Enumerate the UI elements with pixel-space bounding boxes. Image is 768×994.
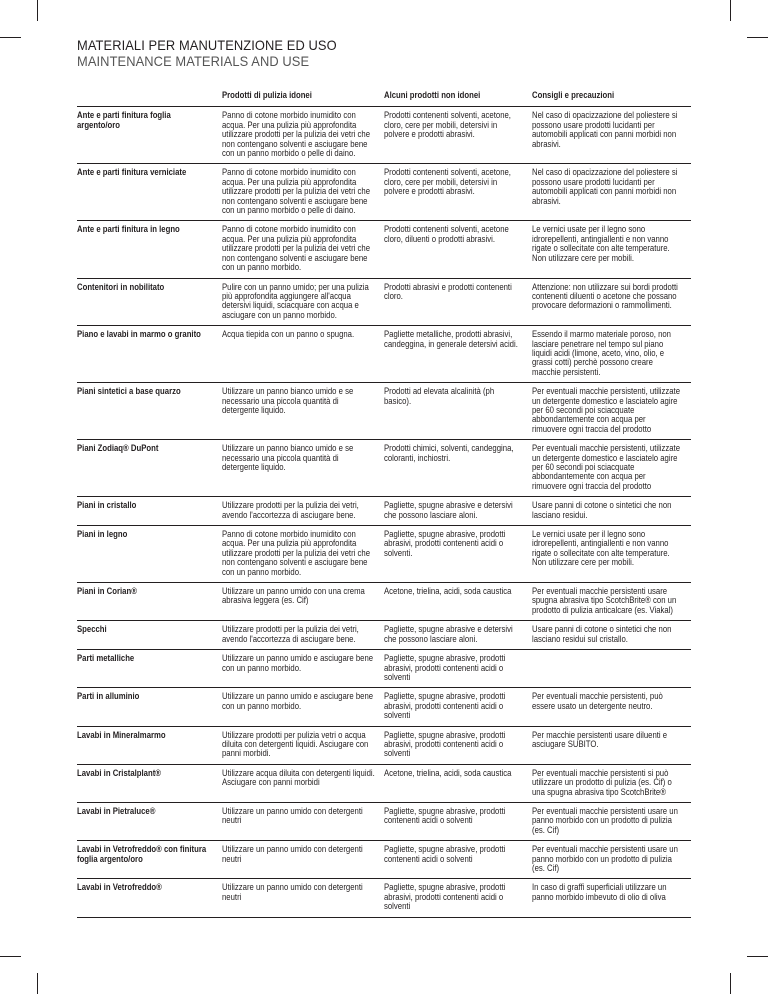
table-row	[77, 383, 691, 440]
table-cell: Pagliette, spugne abrasive, prodotti abrasivi, prodotti contenenti acidi o solventi	[384, 726, 532, 764]
row-header-cell: Specchi	[77, 621, 222, 650]
table-row	[77, 497, 691, 526]
table-cell: Per eventuali macchie persistenti usare un panno morbido con un prodotto di pulizia (es. Cif)	[532, 802, 691, 840]
maintenance-table	[77, 89, 691, 918]
row-header-cell: Piani sintetici a base quarzo	[77, 383, 222, 440]
table-cell: Per eventuali macchie persistenti si può utilizzare un prodotto di pulizia (es. Cif) o una spugna abrasiva tipo ScotchBrite®	[532, 764, 691, 802]
table-cell: Nel caso di opacizzazione del poliestere si possono usare prodotti lucidanti per automobili applicati con panni morbidi non abrasivi.	[532, 107, 691, 164]
row-header-cell: Parti in alluminio	[77, 688, 222, 726]
table-cell: Pagliette, spugne abrasive, prodotti abrasivi, prodotti contenenti acidi o solventi	[384, 879, 532, 917]
table-cell: Panno di cotone morbido inumidito con acqua. Per una pulizia più approfondita utilizzare prodotti per la pulizia dei vetri che non contengano solventi e asciugare bene con un panno morbido o pelle di daino.	[222, 164, 384, 221]
crop-mark	[747, 37, 768, 38]
crop-mark	[37, 973, 38, 994]
table-cell: Per macchie persistenti usare diluenti e asciugare SUBITO.	[532, 726, 691, 764]
table-cell: Nel caso di opacizzazione del poliestere si possono usare prodotti lucidanti per automobili applicati con panni morbidi non abrasivi.	[532, 164, 691, 221]
table-row	[77, 221, 691, 278]
table-cell: Pagliette, spugne abrasive, prodotti abrasivi, prodotti contenenti acidi o solventi	[384, 688, 532, 726]
table-cell: Essendo il marmo materiale poroso, non lasciare penetrare nel tempo sul piano liquidi acidi (limone, aceto, vino, olio, e grassi cotti) perchè possono creare macchie persistenti.	[532, 326, 691, 383]
table-cell: Per eventuali macchie persistenti usare un panno morbido con un prodotto di pulizia (es. Cif)	[532, 841, 691, 879]
table-cell: Utilizzare prodotti per la pulizia dei vetri, avendo l'accortezza di asciugare bene.	[222, 621, 384, 650]
table-row	[77, 879, 691, 917]
row-header-cell: Piani in cristallo	[77, 497, 222, 526]
row-header-cell: Lavabi in Vetrofreddo® con finitura foglia argento/oro	[77, 841, 222, 879]
table-row	[77, 764, 691, 802]
table-cell: Prodotti contenenti solventi, acetone cloro, diluenti o prodotti abrasivi.	[384, 221, 532, 278]
table-cell: Prodotti abrasivi e prodotti contenenti cloro.	[384, 278, 532, 326]
table-cell: Prodotti ad elevata alcalinità (ph basico).	[384, 383, 532, 440]
table-row	[77, 164, 691, 221]
page-subtitle: MAINTENANCE MATERIALS AND USE	[77, 53, 310, 69]
table-cell: Per eventuali macchie persistenti, utilizzate un detergente domestico e lasciatelo agire per 60 secondi poi sciacquate abbondantemente con acqua per rimuovere ogni traccia del prodotto	[532, 383, 691, 440]
column-header: Alcuni prodotti non idonei	[384, 89, 532, 107]
table-cell: Utilizzare prodotti per pulizia vetri o acqua diluita con detergenti liquidi. Asciugare con panni morbidi.	[222, 726, 384, 764]
row-header-cell: Piani in legno	[77, 526, 222, 583]
crop-mark	[0, 956, 21, 957]
column-header: Consigli e precauzioni	[532, 89, 691, 107]
table-cell: Panno di cotone morbido inumidito con acqua. Per una pulizia più approfondita utilizzare prodotti per la pulizia dei vetri che non contengano solventi e asciugare bene con un panno morbido.	[222, 526, 384, 583]
table-cell: Utilizzare un panno umido e asciugare bene con un panno morbido.	[222, 650, 384, 688]
table-cell: Prodotti chimici, solventi, candeggina, coloranti, inchiostri.	[384, 440, 532, 497]
table-row	[77, 802, 691, 840]
row-header-cell: Ante e parti finitura in legno	[77, 221, 222, 278]
crop-mark	[747, 956, 768, 957]
table-cell: Panno di cotone morbido inumidito con acqua. Per una pulizia più approfondita utilizzare prodotti per la pulizia dei vetri che non contengano solventi e asciugare bene con un panno morbido.	[222, 221, 384, 278]
column-header: Prodotti di pulizia idonei	[222, 89, 384, 107]
row-header-cell: Piano e lavabi in marmo o granito	[77, 326, 222, 383]
table-row	[77, 650, 691, 688]
row-header-cell: Lavabi in Vetrofreddo®	[77, 879, 222, 917]
table-cell: Le vernici usate per il legno sono idrorepellenti, antingiallenti e non vanno rigate o sollecitate con alte temperature. Non utilizzare cere per mobili.	[532, 221, 691, 278]
table-cell: Pagliette metalliche, prodotti abrasivi, candeggina, in generale detersivi acidi.	[384, 326, 532, 383]
row-header-cell: Lavabi in Cristalplant®	[77, 764, 222, 802]
table-cell: Pagliette, spugne abrasive, prodotti abrasivi, prodotti contenenti acidi o solventi	[384, 650, 532, 688]
table-row	[77, 621, 691, 650]
table-cell: Per eventuali macchie persistenti, utilizzate un detergente domestico e lasciatelo agire per 60 secondi poi sciacquate abbondantemente con acqua per rimuovere ogni traccia del prodotto	[532, 440, 691, 497]
table-row	[77, 583, 691, 621]
table-cell: Per eventuali macchie persistenti, può essere usato un detergente neutro.	[532, 688, 691, 726]
table-cell: Usare panni di cotone o sintetici che non lasciano residui.	[532, 497, 691, 526]
table-cell: Acetone, trielina, acidi, soda caustica	[384, 764, 532, 802]
table-row	[77, 326, 691, 383]
table-cell: Pagliette, spugne abrasive, prodotti abrasivi, prodotti contenenti acidi o solventi.	[384, 526, 532, 583]
table-cell: Utilizzare acqua diluita con detergenti liquidi. Asciugare con panni morbidi	[222, 764, 384, 802]
table-cell: Utilizzare un panno bianco umido e se necessario una piccola quantità di detergente liquido.	[222, 440, 384, 497]
crop-mark	[37, 0, 38, 21]
table-row	[77, 841, 691, 879]
table-cell: Usare panni di cotone o sintetici che non lasciano residui sul cristallo.	[532, 621, 691, 650]
table-cell: Utilizzare un panno umido con una crema abrasiva leggera (es. Cif)	[222, 583, 384, 621]
table-row	[77, 440, 691, 497]
row-header-cell: Piani in Corian®	[77, 583, 222, 621]
table-cell	[532, 650, 691, 688]
table-cell: Le vernici usate per il legno sono idrorepellenti, antingiallenti e non vanno rigate o sollecitate con alte temperature. Non utilizzare cere per mobili.	[532, 526, 691, 583]
table-row	[77, 526, 691, 583]
row-header-cell: Ante e parti finitura foglia argento/oro	[77, 107, 222, 164]
column-header	[77, 89, 222, 107]
table-cell: Utilizzare un panno umido con detergenti neutri	[222, 802, 384, 840]
table-cell: Pagliette, spugne abrasive, prodotti contenenti acidi o solventi	[384, 841, 532, 879]
table-cell: Attenzione: non utilizzare sui bordi prodotti contenenti diluenti o acetone che possano provocare deformazioni o rammollimenti.	[532, 278, 691, 326]
crop-mark	[730, 973, 731, 994]
row-header-cell: Lavabi in Pietraluce®	[77, 802, 222, 840]
crop-mark	[0, 37, 21, 38]
table-cell: In caso di graffi superficiali utilizzare un panno morbido imbevuto di olio di oliva	[532, 879, 691, 917]
row-header-cell: Piani Zodiaq® DuPont	[77, 440, 222, 497]
row-header-cell: Ante e parti finitura verniciate	[77, 164, 222, 221]
table-cell: Acqua tiepida con un panno o spugna.	[222, 326, 384, 383]
table-cell: Per eventuali macchie persistenti usare spugna abrasiva tipo ScotchBrite® con un prodotto di pulizia anticalcare (es. Viakal)	[532, 583, 691, 621]
table-cell: Pagliette, spugne abrasive e detersivi che possono lasciare aloni.	[384, 497, 532, 526]
table-header-row	[77, 89, 691, 107]
page-header	[77, 37, 677, 69]
table-cell: Utilizzare un panno umido con detergenti neutri	[222, 841, 384, 879]
table-cell: Pulire con un panno umido; per una pulizia più approfondita aggiungere all'acqua detersivi liquidi, sciacquare con acqua e asciugare con un panno morbido.	[222, 278, 384, 326]
row-header-cell: Contenitori in nobilitato	[77, 278, 222, 326]
page-title: MATERIALI PER MANUTENZIONE ED USO	[77, 37, 337, 53]
row-header-cell: Parti metalliche	[77, 650, 222, 688]
table-cell: Prodotti contenenti solventi, acetone, cloro, cere per mobili, detersivi in polvere e prodotti abrasivi.	[384, 164, 532, 221]
table-cell: Panno di cotone morbido inumidito con acqua. Per una pulizia più approfondita utilizzare prodotti per la pulizia dei vetri che non contengano solventi e asciugare bene con un panno morbido o pelle di daino.	[222, 107, 384, 164]
table-cell: Prodotti contenenti solventi, acetone, cloro, cere per mobili, detersivi in polvere e prodotti abrasivi.	[384, 107, 532, 164]
table-row	[77, 688, 691, 726]
table-cell: Utilizzare un panno umido e asciugare bene con un panno morbido.	[222, 688, 384, 726]
table-cell: Utilizzare un panno umido con detergenti neutri	[222, 879, 384, 917]
table-cell: Pagliette, spugne abrasive, prodotti contenenti acidi o solventi	[384, 802, 532, 840]
table-cell: Utilizzare prodotti per la pulizia dei vetri, avendo l'accortezza di asciugare bene.	[222, 497, 384, 526]
table-row	[77, 278, 691, 326]
table-cell: Utilizzare un panno bianco umido e se necessario una piccola quantità di detergente liquido.	[222, 383, 384, 440]
table-row	[77, 107, 691, 164]
table-cell: Pagliette, spugne abrasive e detersivi che possono lasciare aloni.	[384, 621, 532, 650]
row-header-cell: Lavabi in Mineralmarmo	[77, 726, 222, 764]
table-row	[77, 726, 691, 764]
table-cell: Acetone, trielina, acidi, soda caustica	[384, 583, 532, 621]
crop-mark	[730, 0, 731, 21]
